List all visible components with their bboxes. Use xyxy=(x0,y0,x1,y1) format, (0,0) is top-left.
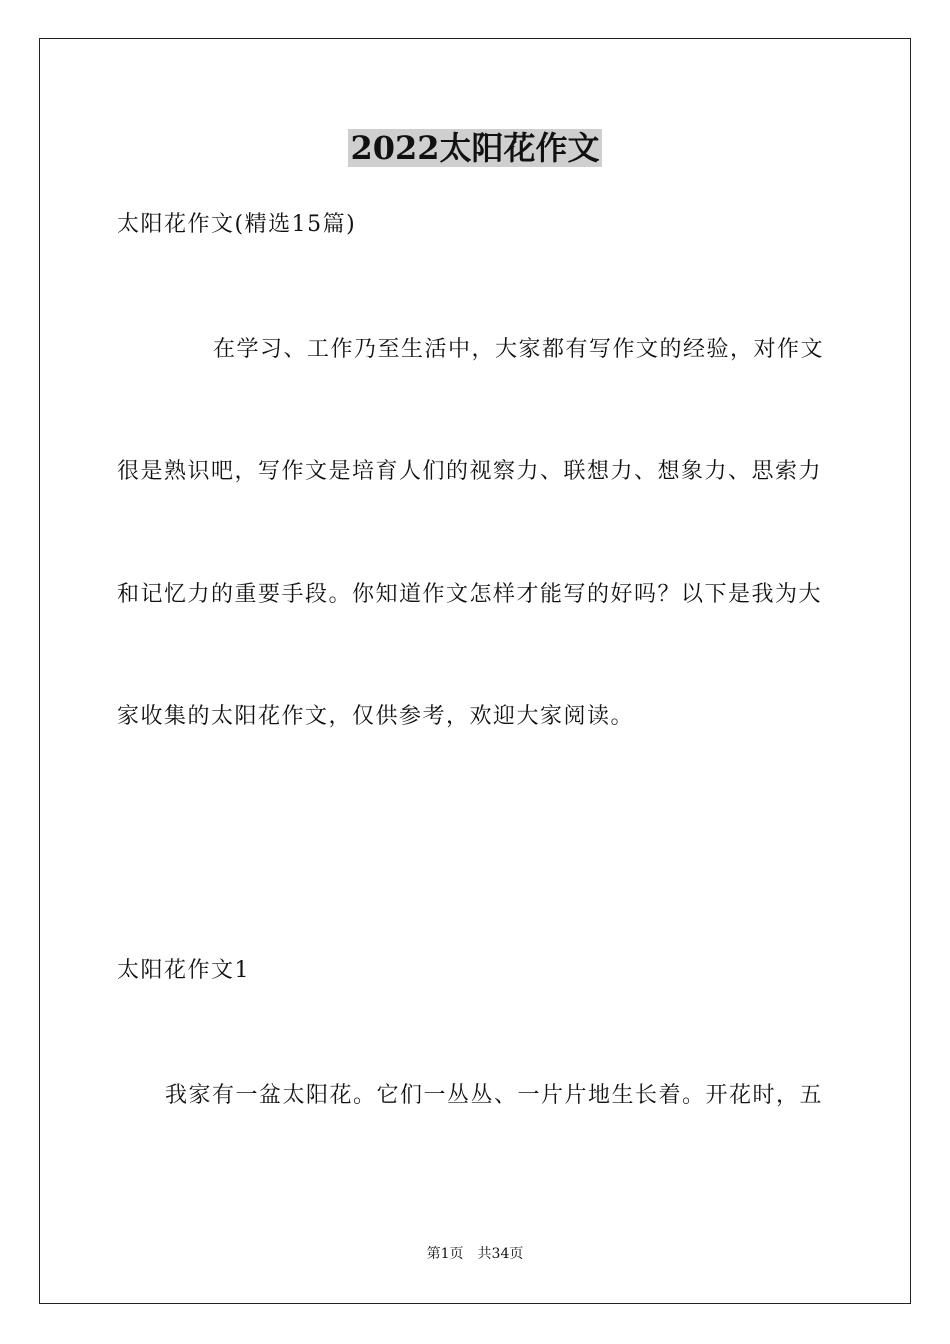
document-title xyxy=(0,128,950,168)
section-paragraph-line: 我家有一盆太阳花。它们一丛丛、一片片地生长着。开花时，五 xyxy=(165,1083,824,1108)
intro-line-3: 和记忆力的重要手段。你知道作文怎样才能写的好吗？以下是我为大 xyxy=(117,582,823,607)
document-subtitle: 太阳花作文(精选15篇) xyxy=(117,212,357,237)
page-footer: 第1页 共34页 xyxy=(426,1246,524,1262)
intro-line-1: 在学习、工作乃至生活中，大家都有写作文的经验，对作文 xyxy=(213,337,825,362)
intro-line-4: 家收集的太阳花作文，仅供参考，欢迎大家阅读。 xyxy=(117,704,635,729)
section-heading: 太阳花作文1 xyxy=(117,958,250,983)
document-title-text: 2022太阳花作文 xyxy=(350,129,600,167)
intro-line-2: 很是熟识吧，写作文是培育人们的视察力、联想力、想象力、思索力 xyxy=(117,459,823,484)
